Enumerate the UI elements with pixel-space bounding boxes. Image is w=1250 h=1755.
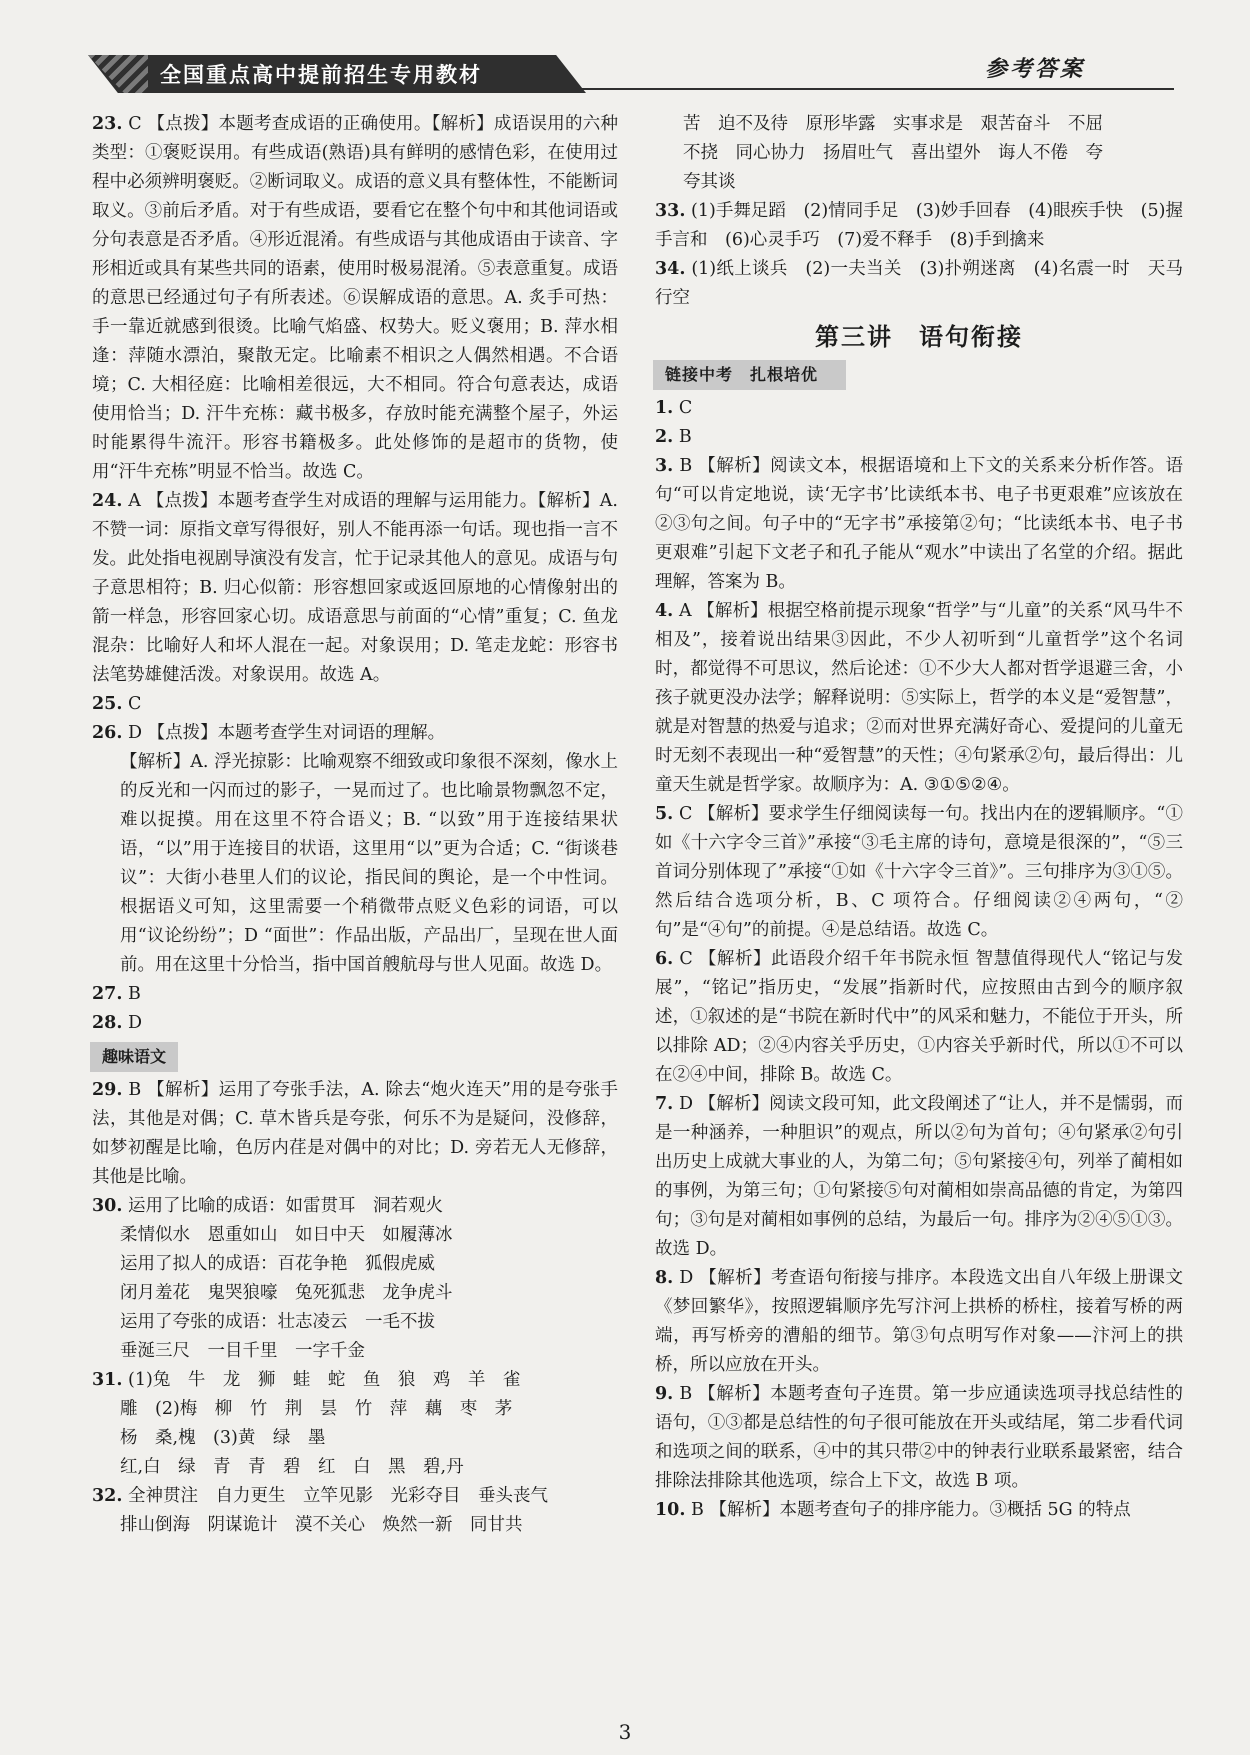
question-number: 9. (655, 1384, 674, 1404)
answer-text: C 【点拨】本题考查成语的正确使用。【解析】成语误用的六种类型：①褒贬误用。有些成语(熟语)具有鲜明的感情色彩，在使用过程中必须辨明褒贬。②断词取义。成语的意义具有整体性，不能断词取义。③前后矛盾。对于有些成语，要看它在整个句中和其他词语或分句表意是否矛盾。④形近混淆。有些成语与其他成语由于读音、字形相近或具有某些共同的语素，使用时极易混淆。⑤表意重复。成语的意思已经通过句子有所表述。⑥误解成语的意思。A. 炙手可热：手一靠近就感到很烫。比喻气焰盛、权势大。贬义褒用；B. 萍水相逢：萍随水漂泊，聚散无定。比喻素不相识之人偶然相遇。不合语境；C. 大相径庭：比喻相差很远，大不相同。符合句意表达，成语使用恰当；D. 汗牛充栋：藏书极多，存放时能充满整个屋子，外运时能累得牛流汗。形容书籍极多。此处修饰的是超市的货物，使用“汗牛充栋”明显不恰当。故选 C。 (92, 114, 618, 482)
answer-text: D 【解析】阅读文段可知，此文段阐述了“让人，并不是懦弱，而是一种涵养，一种胆识”的观点，所以②句为首句；④句紧承②句引出历史上成就大事业的人，为第二句；⑤句紧接④句，列举了蔺相如的事例，为第三句；①句紧接⑤句对蔺相如崇高品德的肯定，为第四句；③句是对蔺相如事例的总结，为最后一句。排序为②④⑤①③。故选 D。 (655, 1094, 1183, 1259)
right-column (655, 110, 1183, 1525)
answer-continuation: 排山倒海 阴谋诡计 漠不关心 焕然一新 同甘共 (120, 1515, 523, 1535)
answer-item (92, 1192, 618, 1221)
answer-text: (1)手舞足蹈 (2)情同手足 (3)妙手回春 (4)眼疾手快 (5)握手言和 (6)心灵手巧 (7)爱不释手 (8)手到擒来 (655, 201, 1183, 250)
answer-text: A 【点拨】本题考查学生对成语的理解与运用能力。【解析】A. 不赞一词：原指文章写得很好，别人不能再添一句话。现也指一言不发。此处指电视剧导演没有发言，忙于记录其他人的意见。成语与句子意思相符；B. 归心似箭：形容想回家或返回原地的心情像射出的箭一样急，形容回家心切。成语意思与前面的“心情”重复；C. 鱼龙混杂：比喻好人和坏人混在一起。对象误用；D. 笔走龙蛇：形容书法笔势雄健活泼。对象误用。故选 A。 (92, 491, 618, 685)
answer-item (92, 1009, 618, 1038)
answer-item (655, 945, 1183, 1090)
answer-continuation: 不挠 同心协力 扬眉吐气 喜出望外 诲人不倦 夸 (683, 143, 1103, 163)
answer-item (92, 1482, 618, 1511)
answer-continuation: 红,白 绿 青 青 碧 红 白 黑 碧,丹 (120, 1457, 464, 1477)
question-number: 28. (92, 1013, 123, 1033)
answer-item (655, 197, 1183, 255)
question-number: 29. (92, 1080, 123, 1100)
answer-item (655, 423, 1183, 452)
question-number: 23. (92, 114, 123, 134)
answer-continuation: 运用了拟人的成语：百花争艳 狐假虎威 (120, 1254, 435, 1274)
answer-text: 全神贯注 自力更生 立竿见影 光彩夺目 垂头丧气 (128, 1486, 549, 1506)
answer-text: B 【解析】本题考查句子连贯。第一步应通读选项寻找总结性的语句，①③都是总结性的句子很可能放在开头或结尾，第二步看代词和选项之间的联系，④中的其只带②中的钟表行业联系最紧密，结合排除法排除其他选项，综合上下文，故选 B 项。 (655, 1384, 1183, 1491)
answer-item (92, 487, 618, 690)
question-number: 30. (92, 1196, 123, 1216)
answer-item (92, 1366, 618, 1395)
answer-continuation: 柔情似水 恩重如山 如日中天 如履薄冰 (120, 1225, 453, 1245)
series-title: 全国重点高中提前招生专用教材 (160, 63, 482, 87)
answer-item (655, 1264, 1183, 1380)
answer-text: B 【解析】阅读文本，根据语境和上下文的关系来分析作答。语句“可以肯定地说，读‘无字书’比读纸本书、电子书更艰难”应该放在②③句之间。句子中的“无字书”承接第②句；“比读纸本书、电子书更艰难”引起下文老子和孔子能从“观水”中读出了名堂的介绍。据此理解，答案为 B。 (655, 456, 1183, 592)
answer-continuation: 雕 (2)梅 柳 竹 荆 昙 竹 萍 藕 枣 茅 (120, 1399, 513, 1419)
answer-item (655, 255, 1183, 313)
answer-text: B 【解析】本题考查句子的排序能力。③概括 5G 的特点 (691, 1500, 1131, 1520)
section-title: 参考答案 (984, 56, 1085, 82)
answer-item (92, 110, 618, 487)
answer-text: C 【解析】要求学生仔细阅读每一句。找出内在的逻辑顺序。“①如《十六字令三首》”承接“③毛主席的诗句，意境是很深的”，“⑤三首词分别体现了”承接“①如《十六字令三首》”。三句排序为③①⑤。然后结合选项分析，B、C 项符合。仔细阅读②④两句，“②句”是“④句”的前提。④是总结语。故选 C。 (655, 804, 1183, 940)
question-number: 26. (92, 723, 123, 743)
question-number: 8. (655, 1268, 674, 1288)
answer-item (655, 597, 1183, 800)
answer-continuation: 垂涎三尺 一目千里 一字千金 (120, 1341, 365, 1361)
answer-item (92, 1076, 618, 1192)
answer-item (655, 452, 1183, 597)
answer-item (655, 1380, 1183, 1496)
question-number: 25. (92, 694, 123, 714)
answer-text: C (128, 694, 142, 714)
question-number: 2. (655, 427, 674, 447)
section-tag: 链接中考 扎根培优 (653, 360, 846, 390)
answer-text: 【解析】A. 浮光掠影：比喻观察不细致或印象很不深刻，像水上的反光和一闪而过的影子，一晃而过了。也比喻景物飘忽不定，难以捉摸。用在这里不符合语义；B. “以致”用于连接结果状语，“以”用于连接目的状语，这里用“以”更为合适；C. “街谈巷议”：大街小巷里人们的议论，指民间的舆论，是一个中性词。根据语义可知，这里需要一个稍微带点贬义色彩的词语，可以用“议论纷纷”；D “面世”：作品出版，产品出厂，呈现在世人面前。用在这里十分恰当，指中国首艘航母与世人见面。故选 D。 (120, 752, 618, 975)
answer-text: (1)兔 牛 龙 狮 蛙 蛇 鱼 狼 鸡 羊 雀 (128, 1370, 521, 1390)
left-column (92, 110, 618, 1540)
question-number: 6. (655, 949, 674, 969)
answer-text: A 【解析】根据空格前提示现象“哲学”与“儿童”的关系“风马牛不相及”，接着说出结果③因此，不少人初听到“儿童哲学”这个名词时，都觉得不可思议，然后论述：①不少大人都对哲学退避三舍，小孩子就更没办法学；解释说明：⑤实际上，哲学的本义是“爱智慧”，就是对智慧的热爱与追求；②而对世界充满好奇心、爱提问的儿童无时无刻不表现出一种“爱智慧”的天性；④句紧承②句，最后得出：儿童天生就是哲学家。故顺序为：A. ③①⑤②④。 (655, 601, 1183, 795)
question-number: 7. (655, 1094, 674, 1114)
answer-continuation: 苦 迫不及待 原形毕露 实事求是 艰苦奋斗 不屈 (683, 114, 1103, 134)
question-number: 32. (92, 1486, 123, 1506)
answer-item (655, 1496, 1183, 1525)
question-number: 5. (655, 804, 674, 824)
question-number: 24. (92, 491, 123, 511)
answer-item (92, 980, 618, 1009)
answer-continuation: 运用了夸张的成语：壮志凌云 一毛不拔 (120, 1312, 435, 1332)
answer-text: D 【解析】考查语句衔接与排序。本段选文出自八年级上册课文《梦回繁华》，按照逻辑顺序先写汴河上拱桥的桥柱，接着写桥的两端，再写桥旁的漕船的细节。第③句点明写作对象——汴河上的拱桥，所以应放在开头。 (655, 1268, 1183, 1375)
answer-item (655, 394, 1183, 423)
question-number: 4. (655, 601, 674, 621)
answer-text: B (678, 427, 692, 447)
chapter-title: 第三讲 语句衔接 (815, 323, 1023, 351)
answer-text: (1)纸上谈兵 (2)一夫当关 (3)扑朔迷离 (4)名震一时 天马行空 (655, 259, 1183, 308)
answer-text: B 【解析】运用了夸张手法，A. 除去“炮火连天”用的是夸张手法，其他是对偶；C. 草木皆兵是夸张，何乐不为是疑问，没修辞，如梦初醒是比喻，色厉内荏是对偶中的对比；D. 旁若无人无修辞，其他是比喻。 (92, 1080, 618, 1187)
answer-item (92, 719, 618, 748)
answer-continuation: 闭月羞花 鬼哭狼嚎 兔死狐悲 龙争虎斗 (120, 1283, 453, 1303)
answer-item (92, 748, 618, 980)
question-number: 31. (92, 1370, 123, 1390)
question-number: 34. (655, 259, 686, 279)
question-number: 33. (655, 201, 686, 221)
answer-text: B (128, 984, 141, 1004)
answer-text: D 【点拨】本题考查学生对词语的理解。 (128, 723, 446, 743)
header-rule (560, 88, 1174, 90)
answer-text: 运用了比喻的成语：如雷贯耳 洞若观火 (128, 1196, 444, 1216)
section-tag: 趣味语文 (90, 1042, 178, 1072)
answer-continuation: 夸其谈 (683, 172, 736, 192)
question-number: 3. (655, 456, 674, 476)
question-number: 1. (655, 398, 674, 418)
answer-continuation: 杨 桑,槐 (3)黄 绿 墨 (120, 1428, 326, 1448)
answer-text: C (678, 398, 693, 418)
answer-text: D (128, 1013, 143, 1033)
answer-item (92, 690, 618, 719)
answer-text: C 【解析】此语段介绍千年书院永恒 智慧值得现代人“铭记与发展”，“铭记”指历史，“发展”指新时代，应按照由古到今的顺序叙述，①叙述的是“书院在新时代中”的风采和魅力，不能位于开头，所以排除 AD；②④内容关乎历史，①内容关乎新时代，所以①不可以在②④中间，排除 B。故选 C。 (655, 949, 1183, 1085)
answer-item (655, 800, 1183, 945)
question-number: 27. (92, 984, 123, 1004)
question-number: 10. (655, 1500, 686, 1520)
answer-item (655, 1090, 1183, 1264)
page-number: 3 (618, 1720, 632, 1744)
